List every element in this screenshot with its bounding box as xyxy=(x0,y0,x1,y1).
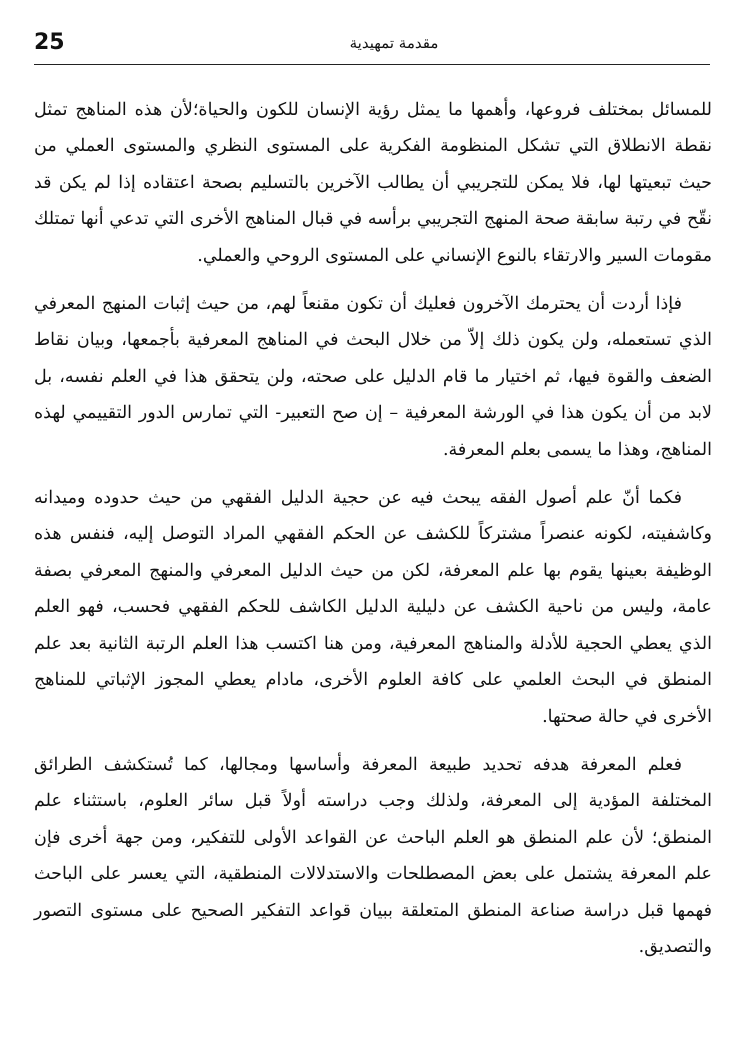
paragraph: فعلم المعرفة هدفه تحديد طبيعة المعرفة وأساسها ومجالها، كما تُستكشف الطرائق المختلفة المؤدية إلى المعرفة، ولذلك وجب دراسته أولاً قبل سائر العلوم، باستثناء علم المنطق؛ لأن علم المنطق هو العلم الباحث عن القواعد الأولى للتفكير، ومن جهة أخرى فإن علم المعرفة يشتمل على بعض المصطلحات والاستدلالات المنطقية، التي يعسر على الباحث فهمها قبل دراسة صناعة المنطق المتعلقة ببيان قواعد التفكير الصحيح على مستوى التصور والتصديق. xyxy=(34,754,712,957)
page-number: 25 xyxy=(34,30,65,55)
paragraph: فإذا أردت أن يحترمك الآخرون فعليك أن تكون مقنعاً لهم، من حيث إثبات المنهج المعرفي الذي تستعمله، ولن يكون ذلك إلاّ من خلال البحث في المناهج المعرفية بأجمعها، وبيان نقاط الضعف والقوة فيها، ثم اختيار ما قام الدليل على صحته، ولن يتحقق هذا في العلم نفسه، بل لابد من أن يكون هذا في الورشة المعرفية – إن صح التعبير- التي تمارس الدور التقييمي لهذه المناهج، وهذا ما يسمى بعلم المعرفة. xyxy=(34,294,712,460)
paragraph: فكما أنّ علم أصول الفقه يبحث فيه عن حجية الدليل الفقهي من حيث حدوده وميدانه وكاشفيته، لكونه عنصراً مشتركاً للكشف عن الحكم الفقهي المراد التوصل إليه، فنفس هذه الوظيفة بعينها يقوم بها علم المعرفة، لكن من حيث الدليل المعرفي والمنهج المعرفي بصفة عامة، وليس من ناحية الكشف عن دليلية الدليل الكاشف للحكم الفقهي فحسب، فهو العلم الذي يعطي الحجية للأدلة والمناهج المعرفية، ومن هنا اكتسب هذا العلم الرتبة الثانية بعد علم المنطق في البحث العلمي على كافة العلوم الأخرى، مادام يعطي المجوز الإثباتي للمناهج الأخرى في حالة صحتها. xyxy=(34,488,712,727)
running-title: مقدمة تمهيدية xyxy=(349,34,439,52)
body-text xyxy=(34,92,712,977)
page-header xyxy=(34,22,710,66)
header-rule xyxy=(34,64,710,65)
paragraph: للمسائل بمختلف فروعها، وأهمها ما يمثل رؤية الإنسان للكون والحياة؛لأن هذه المناهج تمثل نقطة الانطلاق التي تشكل المنظومة الفكرية على المستوى النظري والمستوى العملي من حيث تبعيتها لها، فلا يمكن للتجريبي أن يطالب الآخرين بالتسليم بصحة اعتقاده إذا لم يكن قد نقّح في رتبة سابقة صحة المنهج التجريبي برأسه في قبال المناهج الأخرى التي تدعي أنها تمتلك مقومات السير والارتقاء بالنوع الإنساني على المستوى الروحي والعملي. xyxy=(34,100,712,266)
